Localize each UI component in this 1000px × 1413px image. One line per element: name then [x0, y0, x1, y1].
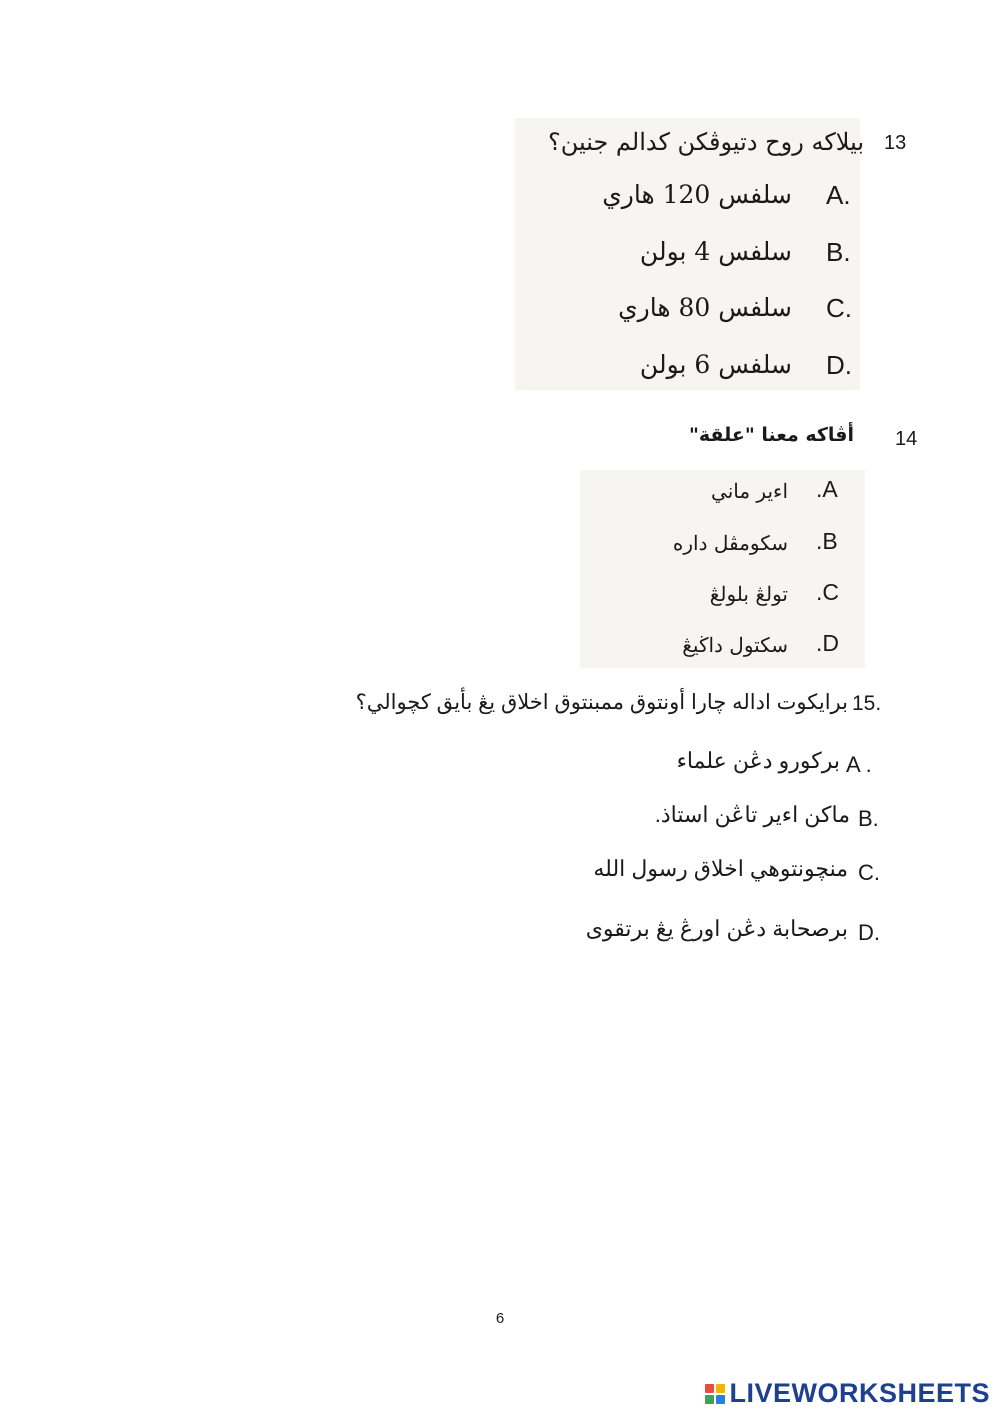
- logo-text: LIVEWORKSHEETS: [729, 1378, 990, 1408]
- q13-option-a-text[interactable]: سلفس 120 هاري: [602, 180, 792, 209]
- q14-option-a-text[interactable]: اءير ماني: [711, 479, 788, 503]
- q13-option-a-letter: A.: [826, 180, 851, 210]
- logo-blocks-icon: [705, 1384, 725, 1404]
- q14-option-c-text[interactable]: تولڠ بلولڠ: [709, 582, 788, 606]
- logo-block-yellow: [716, 1384, 725, 1393]
- q14-option-c-letter: .C: [816, 579, 839, 605]
- q15-option-b-text[interactable]: ماکن اءير تاڠن استاذ.: [654, 802, 850, 827]
- q13-option-b-letter: B.: [826, 237, 851, 267]
- q15-option-a-text[interactable]: برکورو دڠن علماء: [676, 748, 840, 773]
- q13-option-c-text[interactable]: سلفس 80 هاري: [618, 293, 792, 322]
- q14-option-b-text[interactable]: سکومڤل داره: [672, 531, 788, 555]
- q15-option-b-letter: B.: [858, 806, 879, 831]
- question-13-text: بيلاكه روح دتيوڤكن كدالم جنين؟: [547, 128, 864, 156]
- logo-block-green: [705, 1395, 714, 1404]
- q13-option-c-letter: C.: [826, 293, 852, 323]
- logo-block-red: [705, 1384, 714, 1393]
- question-15-text: برايکوت اداله چارا أونتوق ممبنتوق اخلاق يڠ بأيق کچوالي؟: [355, 691, 848, 714]
- q15-option-d-letter: D.: [858, 920, 880, 945]
- q14-option-d-text[interactable]: سکتول داڬيڠ: [682, 633, 788, 657]
- question-15-number: 15.: [852, 692, 882, 715]
- q15-option-c-text[interactable]: منچونتوهي اخلاق رسول الله: [593, 856, 848, 881]
- q14-option-a-letter: .A: [816, 476, 838, 502]
- q14-option-b-letter: .B: [816, 528, 838, 554]
- page-number: 6: [495, 1310, 505, 1327]
- q15-option-d-text[interactable]: برصحابة دڠن اورڠ يڠ برتقوى: [585, 916, 848, 941]
- q15-option-c-letter: C.: [858, 860, 880, 885]
- logo-block-blue: [716, 1395, 725, 1404]
- q13-option-d-letter: D.: [826, 350, 852, 380]
- q13-option-d-text[interactable]: سلفس 6 بولن: [639, 350, 792, 379]
- question-13-number: 13: [884, 132, 907, 154]
- q13-option-b-text[interactable]: سلفس 4 بولن: [639, 237, 792, 266]
- q14-option-d-letter: .D: [816, 630, 839, 656]
- liveworksheets-logo[interactable]: [705, 1378, 990, 1409]
- question-14-number: 14: [895, 428, 918, 450]
- question-14-text: أڤاكه معنا "علقة": [689, 424, 854, 446]
- q15-option-a-letter: A .: [846, 752, 872, 777]
